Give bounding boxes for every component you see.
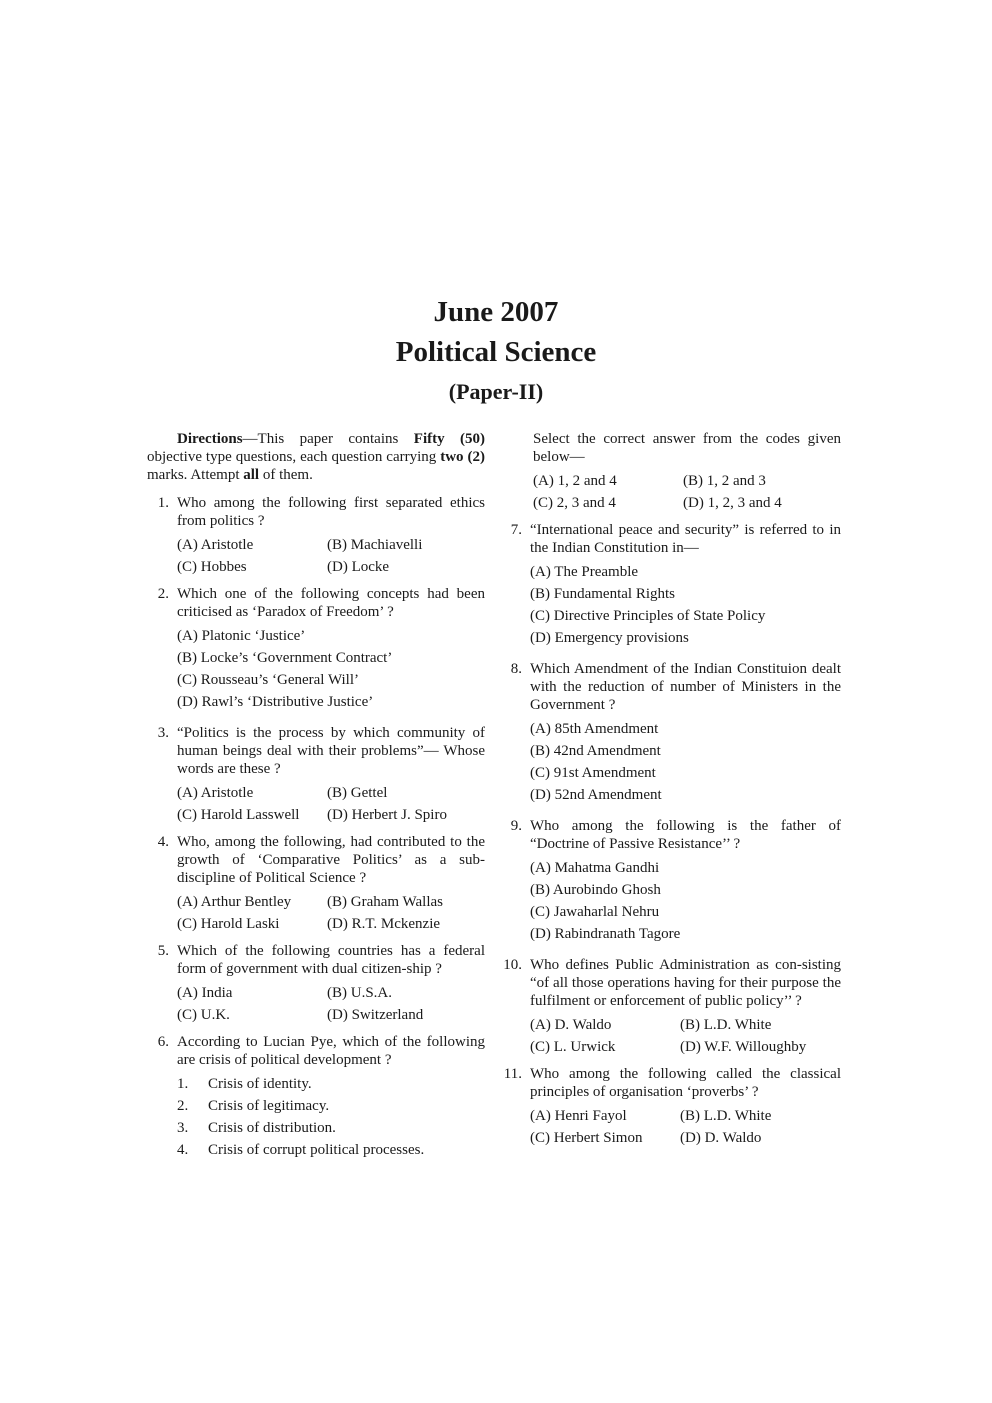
option-c: (C) L. Urwick — [530, 1039, 616, 1055]
question-number: 11. — [503, 1066, 522, 1082]
sub-item — [177, 1075, 485, 1093]
question-2 — [147, 585, 485, 715]
question-6 — [147, 1033, 485, 1163]
page-header — [0, 292, 992, 410]
sub-item — [177, 1119, 485, 1137]
directions-text-3: marks. Attempt — [147, 467, 244, 483]
options — [177, 893, 485, 933]
option-b: (B) Gettel — [327, 785, 388, 801]
question-number: 9. — [510, 818, 522, 834]
subject-title: Political Science — [395, 336, 597, 368]
option-a: (A) D. Waldo — [530, 1017, 612, 1033]
option-d: (D) R.T. Mckenzie — [327, 916, 441, 932]
option-c: (C) Jawaharlal Nehru — [530, 904, 660, 920]
options — [530, 1107, 841, 1147]
option-b: (B) 42nd Amendment — [530, 743, 661, 759]
option-a: (A) 85th Amendment — [530, 721, 659, 737]
option-d: (D) Locke — [327, 559, 390, 575]
option-b: (B) Fundamental Rights — [530, 586, 675, 602]
option-b: (B) Machiavelli — [327, 537, 423, 553]
option-a: (A) 1, 2 and 4 — [533, 473, 617, 489]
directions-text-1: —This paper contains — [242, 431, 414, 447]
question-number: 2. — [157, 586, 169, 602]
option-b: (B) L.D. White — [680, 1108, 772, 1124]
option-b: (B) Graham Wallas — [327, 894, 443, 910]
sub-item-text: Crisis of distribution. — [208, 1120, 336, 1136]
question-text: Which Amendment of the Indian Constituion dealt with the reduction of number of Ministers in the Government ? — [530, 661, 841, 713]
question-number: 1. — [157, 495, 169, 511]
directions-all: all — [243, 467, 260, 483]
option-c: (C) Directive Principles of State Policy — [530, 608, 766, 624]
option-d: (D) Rawl’s ‘Distributive Justice’ — [177, 694, 374, 710]
option-a: (A) Platonic ‘Justice’ — [177, 628, 306, 644]
option-d: (D) Herbert J. Spiro — [327, 807, 447, 823]
question-11 — [500, 1065, 841, 1147]
question-3 — [147, 724, 485, 824]
options — [177, 784, 485, 824]
question-text: Who among the following is the father of “Doctrine of Passive Resistance’’ ? — [530, 818, 841, 852]
option-c: (C) Harold Laski — [177, 916, 280, 932]
option-d: (D) D. Waldo — [680, 1130, 762, 1146]
sub-item-text: Crisis of legitimacy. — [208, 1098, 330, 1114]
question-10 — [500, 956, 841, 1056]
option-a: (A) Aristotle — [177, 785, 254, 801]
option-a: (A) Henri Fayol — [530, 1108, 627, 1124]
question-text: “Politics is the process by which community of human beings deal with their problems”— Whose words are these ? — [177, 725, 485, 777]
directions-text-2: objective type questions, each question carrying — [147, 449, 441, 465]
sub-item-number: 1. — [177, 1076, 189, 1092]
question-text: Which of the following countries has a federal form of government with dual citizen-ship ? — [177, 943, 485, 977]
option-a: (A) Arthur Bentley — [177, 894, 292, 910]
option-b: (B) Aurobindo Ghosh — [530, 882, 661, 898]
question-number: 4. — [157, 834, 169, 850]
option-d: (D) W.F. Willoughby — [680, 1039, 807, 1055]
option-c: (C) 2, 3 and 4 — [533, 495, 616, 511]
directions-paragraph — [147, 430, 485, 484]
directions-label: Directions — [177, 431, 243, 447]
option-a: (A) Mahatma Gandhi — [530, 860, 660, 876]
directions-text-4: of them. — [259, 467, 313, 483]
sub-item-number: 2. — [177, 1098, 189, 1114]
question-number: 10. — [503, 957, 522, 973]
option-d: (D) Rabindranath Tagore — [530, 926, 681, 942]
question-text: Which one of the following concepts had been criticised as ‘Paradox of Freedom’ ? — [177, 586, 485, 620]
option-b: (B) L.D. White — [680, 1017, 772, 1033]
option-d: (D) 1, 2, 3 and 4 — [683, 495, 782, 511]
option-c: (C) Rousseau’s ‘General Will’ — [177, 672, 359, 688]
directions-fifty: Fifty (50) — [413, 431, 486, 447]
question-1 — [147, 494, 485, 576]
question-text: Who among the following called the classical principles of organisation ‘proverbs’ ? — [530, 1066, 841, 1100]
question-text: According to Lucian Pye, which of the following are crisis of political development ? — [177, 1034, 485, 1068]
question-5 — [147, 942, 485, 1024]
question-number: 5. — [157, 943, 169, 959]
sub-item-number: 3. — [177, 1120, 189, 1136]
sub-item-text: Crisis of corrupt political processes. — [208, 1142, 425, 1158]
question-number: 3. — [157, 725, 169, 741]
options — [177, 536, 485, 576]
right-column — [500, 430, 841, 1156]
option-c: (C) 91st Amendment — [530, 765, 656, 781]
exam-date-title: June 2007 — [433, 296, 559, 328]
option-c: (C) Harold Lasswell — [177, 807, 300, 823]
directions-two: two (2) — [440, 449, 485, 465]
option-a: (A) Aristotle — [177, 537, 254, 553]
left-column — [147, 430, 485, 1172]
paper-title: (Paper-II) — [448, 379, 544, 404]
question-text: “International peace and security” is referred to in the Indian Constitution in— — [530, 522, 841, 556]
question-text: Who defines Public Administration as con-sisting “of all those operations having for their purpose the fulfilment or enforcement of public policy’’ ? — [530, 957, 841, 1009]
option-b: (B) 1, 2 and 3 — [683, 473, 766, 489]
option-c: (C) Hobbes — [177, 559, 247, 575]
question-7 — [500, 521, 841, 651]
sub-item-number: 4. — [177, 1142, 189, 1158]
sub-item — [177, 1097, 485, 1115]
question-number: 7. — [510, 522, 522, 538]
sub-item-text: Crisis of identity. — [208, 1076, 312, 1092]
options — [530, 1016, 841, 1056]
question-9 — [500, 817, 841, 947]
question-6-select-instruction: Select the correct answer from the codes given below— — [533, 431, 841, 465]
question-text: Who, among the following, had contributed to the growth of ‘Comparative Politics’ as a sub-discipline of Political Science ? — [177, 834, 485, 886]
question-8 — [500, 660, 841, 808]
question-number: 6. — [157, 1034, 169, 1050]
option-a: (A) The Preamble — [530, 564, 639, 580]
sub-item — [177, 1141, 485, 1159]
option-a: (A) India — [177, 985, 233, 1001]
question-text: Who among the following first separated ethics from politics ? — [177, 495, 485, 529]
question-number: 8. — [510, 661, 522, 677]
option-d: (D) Emergency provisions — [530, 630, 689, 646]
option-c: (C) Herbert Simon — [530, 1130, 643, 1146]
option-b: (B) U.S.A. — [327, 985, 393, 1001]
option-d: (D) Switzerland — [327, 1007, 424, 1023]
options — [177, 984, 485, 1024]
option-b: (B) Locke’s ‘Government Contract’ — [177, 650, 393, 666]
option-c: (C) U.K. — [177, 1007, 230, 1023]
question-4 — [147, 833, 485, 933]
question-6-options — [500, 472, 841, 512]
option-d: (D) 52nd Amendment — [530, 787, 662, 803]
